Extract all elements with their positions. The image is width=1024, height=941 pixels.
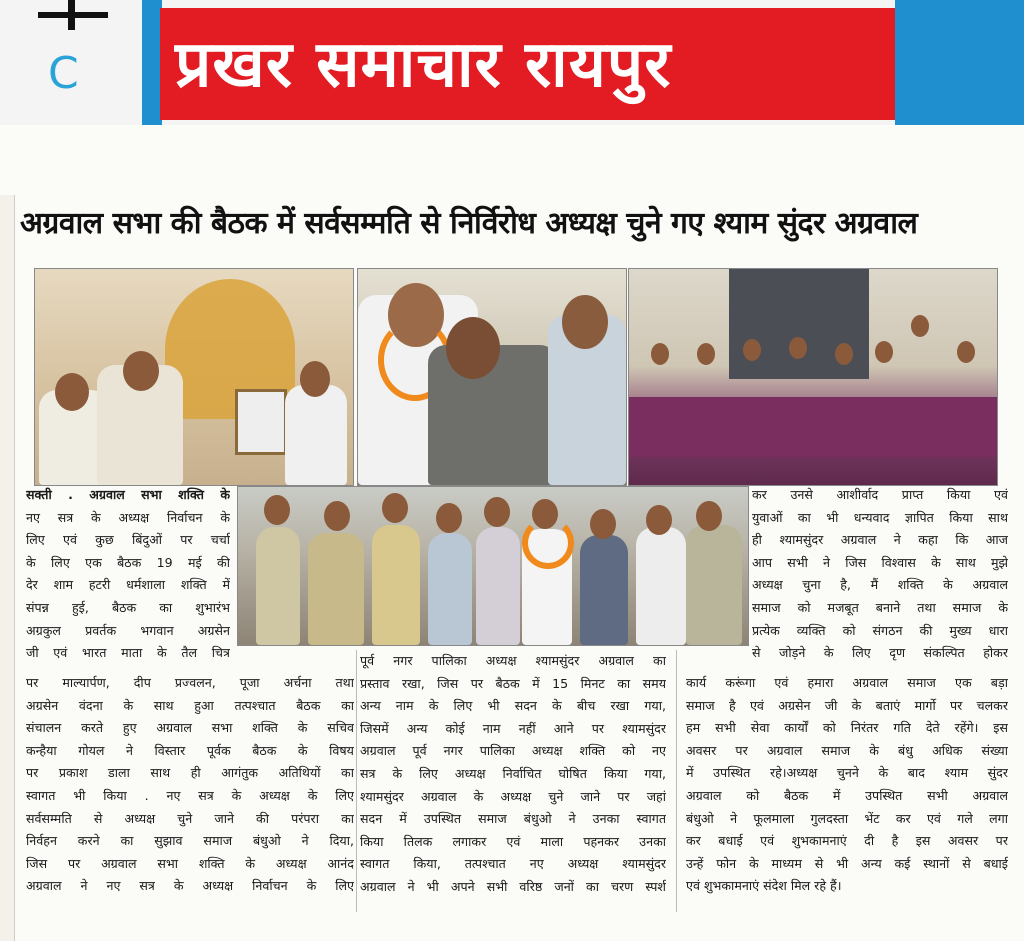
article-line: संचालन करते हुए अग्रवाल सभा शक्ति के सचिव	[26, 720, 354, 736]
banner-title: प्रखर समाचार रायपुर	[175, 28, 672, 102]
article-line: अग्रवाल ने नए सत्र के अध्यक्ष निर्वाचन के लिए	[26, 878, 354, 894]
article-line: से जोड़ने के लिए दृण संकल्पित होकर	[752, 645, 1008, 661]
column-divider	[676, 650, 677, 912]
article-line: अवसर पर अग्रवाल समाज के बंधु अधिक संख्या	[686, 742, 1008, 758]
article-line: सत्र के लिए अध्यक्ष निर्वाचित घोषित किया गया,	[360, 765, 666, 781]
adjacent-column-edge	[0, 195, 15, 941]
article-line: समाज है एवं अग्रसेन जी के बताएं मार्गो पर चलकर	[686, 697, 1008, 713]
article-line: नए सत्र के अध्यक्ष निर्वाचन के	[26, 509, 230, 525]
article-line: अग्रसेन वंदना के साथ हुआ तत्पश्चात बैठक का	[26, 697, 354, 713]
article-line: प्रत्येक व्यक्ति को संगठन की मुख्य धारा	[752, 622, 1008, 638]
article-line: पर प्रकाश डाला साथ ही आगंतुक अतिथियों का	[26, 765, 354, 781]
photo-group-members	[237, 486, 749, 646]
article-line: श्यामसुंदर अग्रवाल के अध्यक्ष चुने जाने पर जहां	[360, 788, 666, 804]
article-line: संपन्न हुई, बैठक का शुभारंभ	[26, 599, 230, 615]
article-line: कन्हैया गोयल ने विस्तार पूर्वक बैठक के विषय	[26, 742, 354, 758]
article-line: अग्रवाल को बैठक में उपस्थित सभी अग्रवाल	[686, 787, 1008, 803]
article-line: कार्य करूंगा एवं हमारा अग्रवाल समाज एक बड़ा	[686, 675, 1008, 690]
article-line: हम सभी सेवा कार्यों को निरंतर गति देते रहेंगे। इस	[686, 720, 1008, 736]
article-line: सक्ती . अग्रवाल सभा शक्ति के	[26, 487, 230, 502]
article-line: लिए एवं कुछ बिंदुओं पर चर्चा	[26, 532, 230, 548]
article-line: अग्रवाल ने भी अपने सभी वरिष्ठ जनों का चरण स्पर्श	[360, 878, 666, 894]
photo-agrasen-portrait-ceremony	[34, 268, 354, 486]
plus-icon-stem	[68, 0, 75, 30]
article-line: के लिए एक बैठक 19 मई की	[26, 554, 230, 570]
article-line: जिस पर अग्रवाल सभा शक्ति के अध्यक्ष आनंद	[26, 855, 354, 871]
channel-logo-letter: C	[48, 48, 79, 99]
article-line: ही श्यामसुंदर अग्रवाल ने कहा कि आज	[752, 532, 1008, 548]
article-line: निर्वहन करने का सुझाव समाज बंधुओ ने दिया,	[26, 833, 354, 849]
article-line: किया तिलक लगाकर एवं माला पहनकर उनका	[360, 833, 666, 849]
article-line: कर उनसे आशीर्वाद प्राप्त किया एवं	[752, 487, 1008, 502]
article-column-2	[360, 650, 666, 899]
article-headline: अग्रवाल सभा की बैठक में सर्वसम्मति से निर्विरोध अध्यक्ष चुने गए श्याम सुंदर अग्रवाल	[20, 206, 918, 241]
article-line: अग्रवाल पूर्व नगर पालिका अध्यक्ष शक्ति को नए	[360, 743, 666, 759]
article-line: स्वागत किया, तत्पश्चात नए अध्यक्ष श्यामसुंदर	[360, 856, 666, 872]
column-divider	[356, 650, 357, 912]
photo-meeting-dais	[628, 268, 998, 486]
article-line: युवाओं का भी धन्यवाद ज्ञापित किया साथ	[752, 509, 1008, 525]
banner-blue-left	[142, 0, 162, 125]
article-line: उन्हें फोन के माध्यम से भी अन्य कई स्थानों से बधाई	[686, 855, 1008, 871]
article-line: बंधुओ ने फूलमाला गुलदस्ता भेंट कर एवं गले लगा	[686, 810, 1008, 826]
article-line: जिसमें अन्य कोई नाम नहीं आने पर श्यामसुंदर	[360, 720, 666, 736]
article-line: अग्रकुल प्रवर्तक भगवान अग्रसेन	[26, 622, 230, 638]
article-column-3-top	[752, 484, 1008, 665]
article-line: देर शाम हटरी धर्मशाला शक्ति में	[26, 577, 230, 593]
article-line: आप सभी ने जिस विश्वास के साथ मुझे	[752, 554, 1008, 570]
article-line: स्वागत भी किया . नए सत्र के अध्यक्ष के लिए	[26, 787, 354, 803]
article-line: पर माल्यार्पण, दीप प्रज्वलन, पूजा अर्चना तथा	[26, 675, 354, 690]
article-line: जी एवं भारत माता के तैल चित्र	[26, 645, 230, 661]
article-line: प्रस्ताव रखा, जिस पर बैठक में 15 मिनट का समय	[360, 675, 666, 691]
article-line: एवं शुभकामनाएं संदेश मिल रहे हैं।	[686, 878, 842, 894]
article-line: सदन में उपस्थित समाज बंधुओ ने उनका स्वागत	[360, 811, 666, 827]
article-column-1-bottom	[26, 672, 354, 898]
article-column-1-top	[26, 484, 230, 665]
banner-blue-right	[895, 0, 1024, 125]
article-column-3-bottom	[686, 672, 1008, 898]
article-line: अध्यक्ष चुना है, मैं शक्ति के अग्रवाल	[752, 577, 1008, 593]
article-line: अन्य नाम के लिए भी सदन के बीच रखा गया,	[360, 698, 666, 714]
article-line: कर बधाई एवं शुभकामनाएं दी है इस अवसर पर	[686, 833, 1008, 849]
article-line: पूर्व नगर पालिका अध्यक्ष श्यामसुंदर अग्रवाल का	[360, 653, 666, 668]
article-line: समाज को मजबूत बनाने तथा समाज के	[752, 599, 1008, 615]
article-line: सर्वसम्मति से अध्यक्ष चुने जाने की परंपरा का	[26, 810, 354, 826]
photo-garland-greeting	[357, 268, 627, 486]
article-line: में उपस्थित रहे।अध्यक्ष चुनने के बाद श्याम सुंदर	[686, 765, 1008, 781]
